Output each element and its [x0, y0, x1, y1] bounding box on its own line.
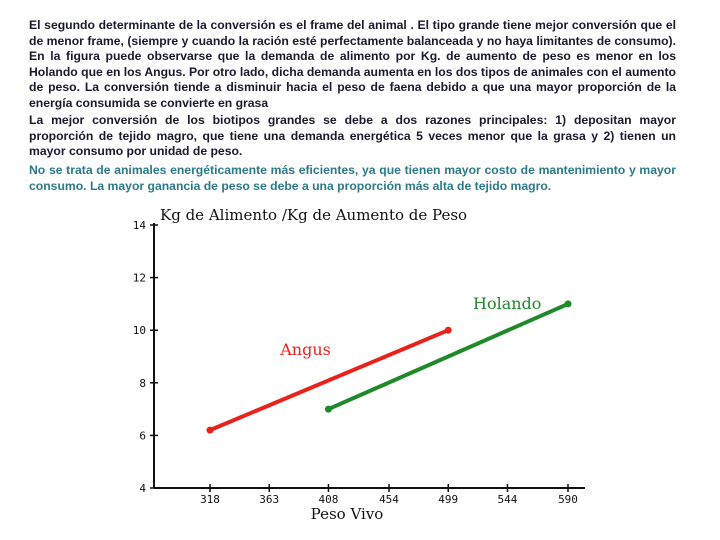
series-label-angus: Angus — [280, 340, 331, 360]
y-tick-label: 10 — [132, 324, 146, 338]
y-tick-label: 4 — [139, 482, 146, 495]
data-point-angus — [207, 427, 214, 434]
y-tick-label: 8 — [139, 376, 146, 390]
y-tick-label: 12 — [132, 271, 146, 285]
x-tick-label: 499 — [438, 493, 459, 506]
data-point-holando — [325, 406, 332, 413]
x-tick-label: 363 — [259, 493, 280, 506]
paragraph-frame: El segundo determinante de la conversión es el frame del animal . El tipo grande tiene mejor conversión que el de menor frame, (siempre y cuando la ración esté perfectamente balanceada y no haya limitantes de consumo). En la figura puede observarse que la demanda de alimento por Kg. de aumento de peso es menor en los Holando que en los Angus. Por otro lado, dicha demanda aumenta en los dos tipos de animales con el aumento de peso. La conversión tiende a disminuir hacia el peso de faena debido a que una mayor proporción de la energía consumida se convierte en grasa — [29, 18, 676, 110]
data-point-angus — [445, 327, 452, 334]
conversion-chart — [130, 203, 600, 528]
series-label-holando: Holando — [473, 293, 542, 313]
series-line-holando — [328, 304, 568, 409]
y-tick-label: 14 — [132, 219, 146, 232]
y-tick-label: 6 — [139, 429, 146, 443]
paragraph-eficiencia: No se trata de animales energéticamente más eficientes, ya que tienen mayor costo de mantenimiento y mayor consumo. La mayor ganancia de peso se debe a una proporción más alta de tejido magro. — [29, 163, 676, 193]
chart-title: Kg de Alimento /Kg de Aumento de Peso — [160, 206, 468, 224]
x-tick-label: 408 — [318, 493, 339, 506]
x-tick-label: 544 — [497, 493, 518, 506]
x-tick-label: 590 — [558, 493, 578, 506]
x-axis-title: Peso Vivo — [310, 505, 384, 523]
paragraph-biotipos: La mejor conversión de los biotipos grandes se debe a dos razones principales: 1) depositan mayor proporción de tejido magro, que tiene una demanda energética 5 veces menor que la grasa y 2) tienen un mayor consumo por unidad de peso. — [29, 113, 676, 159]
data-point-holando — [565, 300, 572, 307]
x-tick-label: 454 — [379, 493, 399, 506]
x-tick-label: 318 — [200, 493, 220, 506]
